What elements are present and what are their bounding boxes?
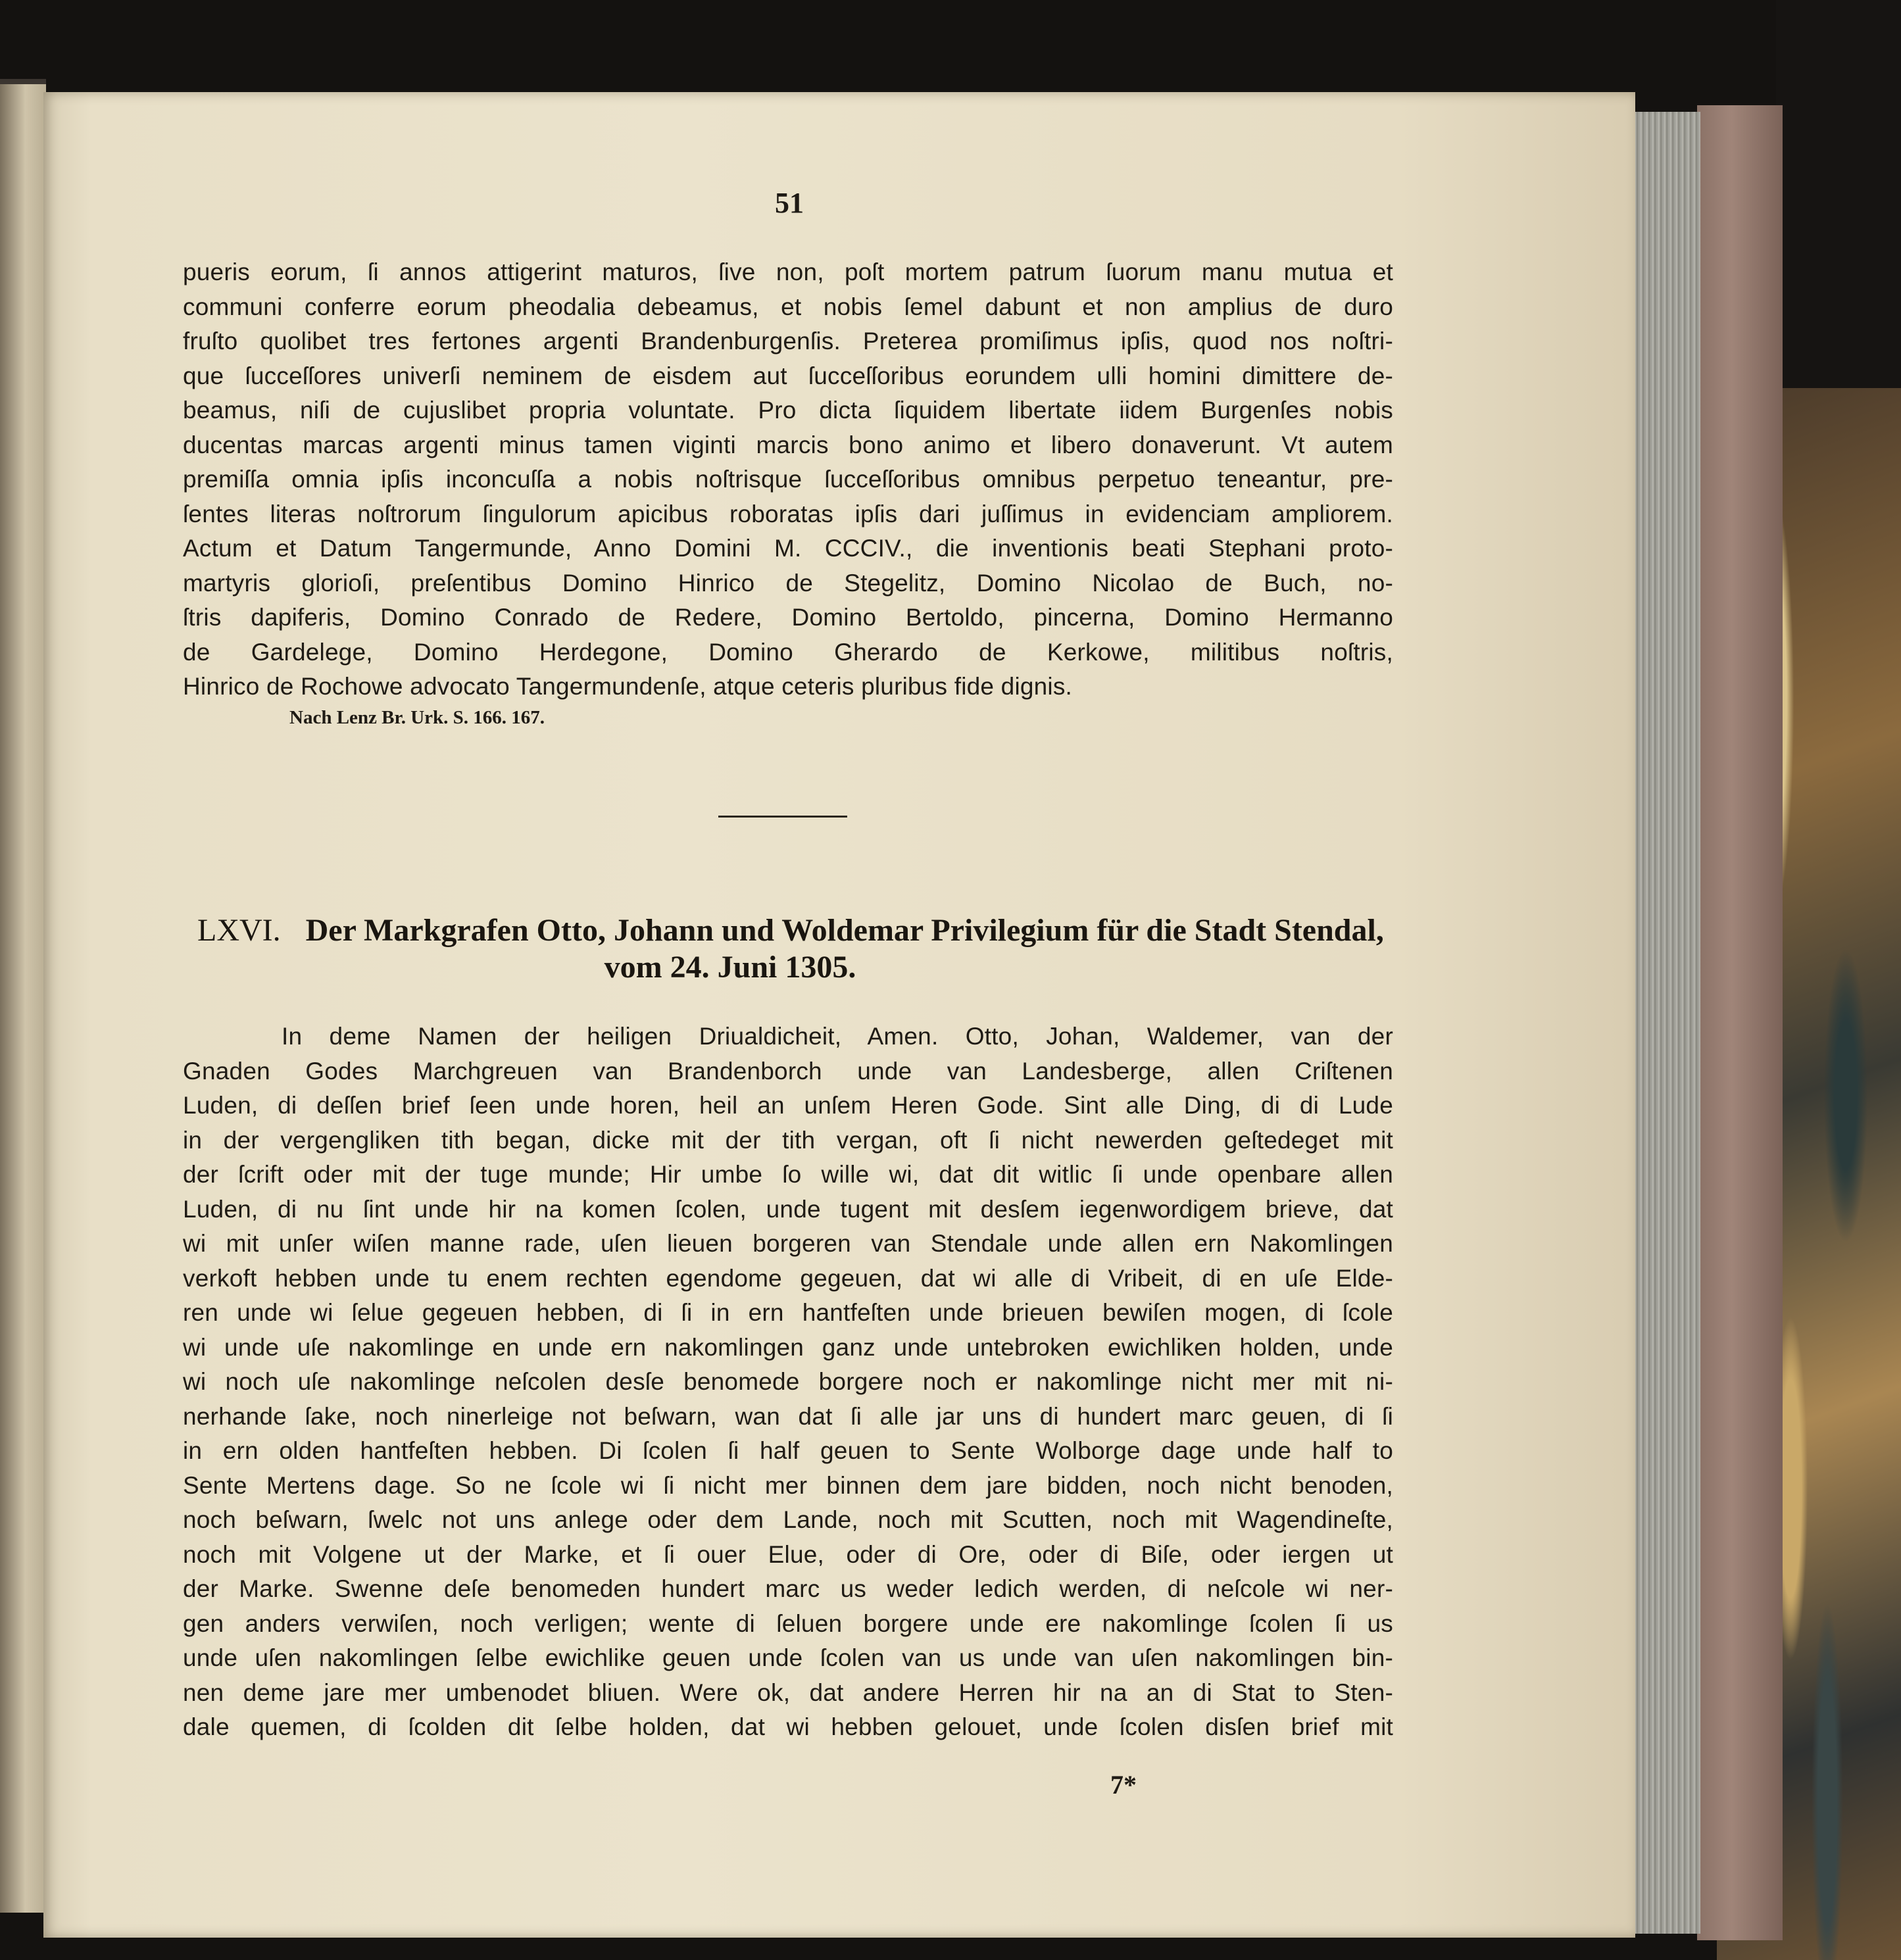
text-line: noch mit Volgene ut der Marke, et ſi ouer Elue, oder di Ore, oder di Biſe, oder iergen ut xyxy=(183,1540,1393,1568)
text-line: beamus, niſi de cujuslibet propria voluntate. Pro dicta ſiquidem libertate iidem Burgenſes nobis xyxy=(183,397,1393,424)
background-dark xyxy=(1776,0,1901,395)
paragraph-charter xyxy=(183,1019,1393,1745)
left-page-edge xyxy=(0,84,46,1913)
text-line: martyris glorioſi, preſentibus Domino Hinrico de Stegelitz, Domino Nicolao de Buch, no- xyxy=(183,569,1393,597)
text-line: ſentes literas noſtrorum ſingulorum apicibus roboratas ipſis dari juſſimus in evidenciam ampliorem. xyxy=(183,500,1393,527)
section-heading xyxy=(197,912,1395,986)
text-line: unde uſen nakomlingen ſelbe ewichlike geuen unde ſcolen van us unde van uſen nakomlingen bin- xyxy=(183,1644,1393,1671)
section-date: vom 24. Juni 1305. xyxy=(604,950,856,985)
paragraph-latin xyxy=(183,255,1393,704)
text-line: noch beſwarn, ſwelc not uns anlege oder dem Lande, noch mit Scutten, noch mit Wagendineſte, xyxy=(183,1506,1393,1533)
signature-mark: 7* xyxy=(1110,1770,1137,1800)
text-line: der ſcrift oder mit der tuge munde; Hir umbe ſo wille wi, dat dit witlic ſi unde openbare allen xyxy=(183,1161,1393,1188)
text-line: Luden, di nu ſint unde hir na komen ſcolen, unde tugent mit desſem iegenwordigem brieve, dat xyxy=(183,1195,1393,1223)
text-line: wi noch uſe nakomlinge neſcolen desſe benomede borgere noch er nakomlinge nicht mer mit ni- xyxy=(183,1368,1393,1395)
text-line: ducentas marcas argenti minus tamen viginti marcis bono animo et libero donaverunt. Vt autem xyxy=(183,431,1393,458)
text-line: communi conferre eorum pheodalia debeamus, et nobis ſemel dabunt et non amplius de duro xyxy=(183,293,1393,320)
text-line: ren unde wi ſelue gegeuen hebben, di ſi in ern hantfeſten unde brieuen bewiſen mogen, di ſcole xyxy=(183,1299,1393,1326)
text-line: wi mit unſer wiſen manne rade, uſen lieuen borgeren van Stendale unde allen ern Nakomlingen xyxy=(183,1230,1393,1257)
text-line: Gnaden Godes Marchgreuen van Brandenborch unde van Landesberge, allen Criſtenen xyxy=(183,1057,1393,1085)
text-line: fruſto quolibet tres fertones argenti Brandenburgenſis. Preterea promiſimus ipſis, quod nos noſtri- xyxy=(183,328,1393,355)
text-line: premiſſa omnia ipſis inconcuſſa a nobis noſtrisque ſucceſſoribus omnibus perpetuo teneantur, pre- xyxy=(183,466,1393,493)
section-number: LXVI. xyxy=(197,913,281,948)
text-line: de Gardelege, Domino Herdegone, Domino Gherardo de Kerkowe, militibus noſtris, xyxy=(183,638,1393,666)
text-line: pueris eorum, ſi annos attigerint maturos, ſive non, poſt mortem patrum ſuorum manu mutua et xyxy=(183,258,1393,285)
book-cover-edge xyxy=(1697,105,1783,1940)
section-divider xyxy=(718,816,847,818)
text-line: dale quemen, di ſcolden dit ſelbe holden, dat wi hebben gelouet, unde ſcolen disſen brief mit xyxy=(183,1713,1393,1740)
text-line: nerhande ſake, noch ninerleige not beſwarn, wan dat ſi alle jar uns di hundert marc geuen, di ſi xyxy=(183,1402,1393,1430)
text-line: gen anders verwiſen, noch verligen; wente di ſeluen borgere unde ere nakomlinge ſcolen ſi us xyxy=(183,1609,1393,1637)
text-line: Sente Mertens dage. So ne ſcole wi ſi nicht mer binnen dem jare bidden, noch nicht benoden, xyxy=(183,1471,1393,1499)
page-number: 51 xyxy=(775,187,804,219)
text-line: ſtris dapiferis, Domino Conrado de Redere, Domino Bertoldo, pincerna, Domino Hermanno xyxy=(183,604,1393,631)
text-line: In deme Namen der heiligen Driualdicheit, Amen. Otto, Johan, Waldemer, van der xyxy=(282,1023,1393,1050)
text-line: in ern olden hantfeſten hebben. Di ſcolen ſi half geuen to Sente Wolborge dage unde half to xyxy=(183,1437,1393,1464)
text-line: wi unde uſe nakomlinge en unde ern nakomlingen ganz unde untebroken ewichliken holden, unde xyxy=(183,1333,1393,1361)
text-line: verkoft hebben unde tu enem rechten egendome gegeuen, dat wi alle di Vribeit, di en uſe Elde- xyxy=(183,1264,1393,1292)
text-line: Hinrico de Rochowe advocato Tangermundenſe, atque ceteris pluribus fide dignis. xyxy=(183,673,1073,700)
text-line: in der vergengliken tith began, dicke mit der tith vergan, oft ſi nicht newerden geſtedeget mit xyxy=(183,1126,1393,1154)
text-line: Actum et Datum Tangermunde, Anno Domini M. CCCIV., die inventionis beati Stephani proto- xyxy=(183,535,1393,562)
text-line: der Marke. Swenne deſe benomeden hundert marc us weder ledich werden, di neſcole wi ner- xyxy=(183,1575,1393,1602)
source-note: Nach Lenz Br. Urk. S. 166. 167. xyxy=(289,707,545,728)
text-line: que ſucceſſores univerſi neminem de eisdem aut ſucceſſoribus eorundem ulli homini dimittere de- xyxy=(183,362,1393,389)
section-title: Der Markgrafen Otto, Johann und Woldemar Privilegium für die Stadt Stendal, xyxy=(305,913,1384,948)
text-line: Luden, di deſſen brief ſeen unde horen, heil an unſem Heren Gode. Sint alle Ding, di di Lude xyxy=(183,1092,1393,1119)
text-line: nen deme jare mer umbenodet bliuen. Were ok, dat andere Herren hir na an di Stat to Sten- xyxy=(183,1678,1393,1706)
